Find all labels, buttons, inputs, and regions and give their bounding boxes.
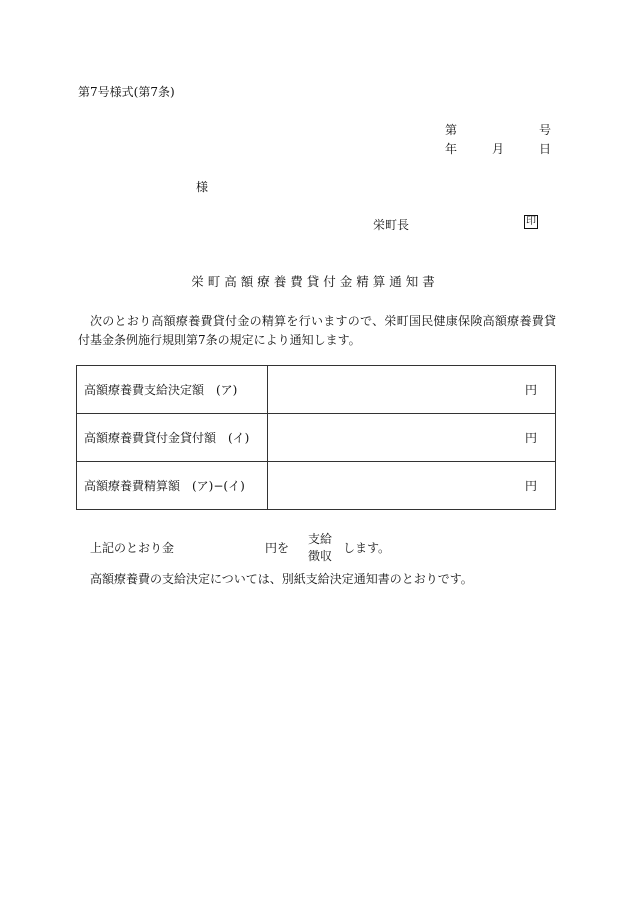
closing-note: 高額療養費の支給決定については、別紙支給決定通知書のとおりです。 [90, 572, 473, 586]
settlement-option-pay: 支給 [308, 532, 333, 546]
table-row [77, 462, 556, 510]
document-number-label: 第 [445, 123, 458, 137]
row-label: 高額療養費支給決定額 (ア) [77, 366, 268, 414]
row-amount-unit: 円 [268, 366, 556, 414]
table-row [77, 366, 556, 414]
table-row [77, 414, 556, 462]
body-paragraph: 次のとおり高額療養費貸付金の精算を行いますので、栄町国民健康保険高額療養費貸付基金条例施行規則第7条の規定により通知します。 [78, 314, 556, 347]
settlement-option-collect: 徴収 [308, 549, 333, 563]
settlement-tail: します。 [343, 541, 391, 555]
settlement-line [90, 533, 530, 563]
issuer-title: 栄町長 [373, 218, 410, 232]
date-year-label: 年 [445, 142, 458, 156]
document-number-suffix: 号 [539, 123, 552, 137]
settlement-yen: 円を [265, 541, 290, 555]
row-label: 高額療養費貸付金貸付額 (イ) [77, 414, 268, 462]
form-number: 第7号様式(第7条) [78, 85, 175, 99]
document-title: 栄町高額療養費貸付金精算通知書 [191, 274, 439, 289]
seal-mark: 印 [526, 216, 536, 227]
row-label: 高額療養費精算額 (ア)−(イ) [77, 462, 268, 510]
addressee-honorific: 様 [196, 180, 209, 194]
date-month-label: 月 [492, 142, 505, 156]
row-amount-unit: 円 [268, 462, 556, 510]
settlement-lead: 上記のとおり金 [90, 541, 175, 555]
row-amount-unit: 円 [268, 414, 556, 462]
date-day-label: 日 [539, 142, 552, 156]
amount-table [76, 365, 556, 510]
